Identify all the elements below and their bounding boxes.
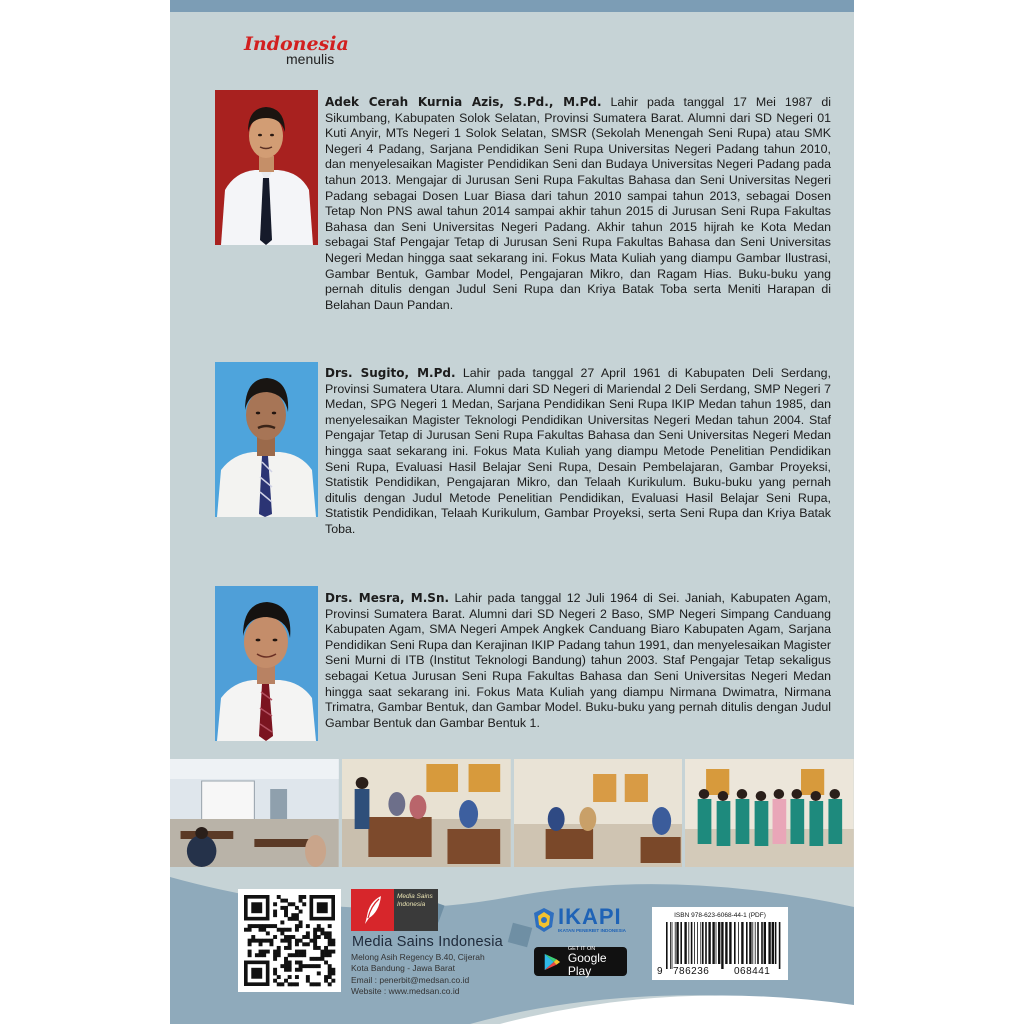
author-photo-3 [215,586,318,741]
publisher-address-1: Melong Asih Regency B.40, Cijerah [351,952,485,962]
isbn-digit-group-1: 786236 [673,966,710,977]
ikapi-emblem-icon [532,907,556,933]
top-bar [170,0,854,12]
publisher-contact [351,952,485,998]
author-photo-1 [215,90,318,245]
author-bio-1 [325,95,831,313]
publisher-website[interactable]: Website : www.medsan.co.id [351,986,460,997]
isbn-barcode [652,907,788,980]
google-play-caption: GET IT ON [567,945,596,952]
classroom-photo-1 [170,759,339,867]
logo-line2: menulis [286,51,335,67]
indonesia-menulis-logo [244,33,349,67]
quill-icon [351,889,394,931]
classroom-photo-2 [342,759,511,867]
classroom-photo-4 [685,759,854,867]
google-play-badge[interactable] [534,947,627,976]
isbn-digit-group-2: 068441 [734,966,771,977]
isbn-caption: ISBN 978-623-6068-44-1 (PDF) [674,912,766,919]
qr-code[interactable] [238,889,341,992]
google-play-icon [542,951,562,973]
author-name-2: Drs. Sugito, M.Pd. [325,366,456,380]
ikapi-wordmark: IKAPI [558,904,622,929]
isbn-digit-prefix: 9 [657,966,663,977]
author-bio-text-3: Lahir pada tanggal 12 Juli 1964 di Sei. Janiah, Kabupaten Agam, Provinsi Sumatera Barat. Alumni dari SD Negeri 2 Baso, SMP Negeri Simpang Canduang Kabupaten Agam, SMA Negeri Ampek Angkek Canduang Biaro Kabupaten Agam, Sarjana Pendidikan Seni Rupa dan Kerajinan IKIP Padang tahun 1991, dan menyelesaikan Magister Seni Murni di ITB (Institut Teknologi Bandung) tahun 2003. Staf Pengajar Tetap sekaligus sebagai Ketua Jurusan Seni Rupa Fakultas Bahasa dan Seni Universitas Negeri Medan hingga saat sekarang ini. Fokus Mata Kuliah yang diampu Nirmana Dwimatra, Nirmana Trimatra, Gambar Bentuk, dan Gambar Model. Buku-buku yang pernah ditulis dengan Judul Gambar Bentuk dan Gambar Bentuk 1. [325,591,831,730]
author-name-1: Adek Cerah Kurnia Azis, S.Pd., M.Pd. [325,95,602,109]
author-bio-3 [325,591,831,731]
author-photo-2 [215,362,318,517]
author-name-3: Drs. Mesra, M.Sn. [325,591,450,605]
ikapi-logo [532,906,626,933]
publisher-logo [351,889,438,931]
publisher-logo-text: Media Sains Indonesia [394,889,438,931]
logo-line1: Indonesia [244,33,349,55]
classroom-photo-strip [170,759,854,867]
author-bio-text-2: Lahir pada tanggal 27 April 1961 di Kabupaten Deli Serdang, Provinsi Sumatera Utara. Alumni dari SD Negeri di Mariendal 2 Deli Serdang, SMP Negeri 7 Medan, SPG Negeri 1 Medan, Sarjana Pendidikan Seni Rupa IKIP Medan tahun 1985, dan menyelesaikan Magister Teknologi Pendidikan Universitas Negeri Medan tahun 2004. Staf Pengajar Tetap di Jurusan Seni Rupa Fakultas Bahasa dan Seni Universitas Negeri Medan hingga saat sekarang ini. Fokus Mata Kuliah yang diampu Metode Penelitian Pendidikan Seni Rupa, Evaluasi Hasil Belajar Seni Rupa, Desain Pembelajaran, Gambar Proyeksi, Statistik Pendidikan, Pengajaran Mikro, dan Telaah Kurikulum. Buku-buku yang pernah ditulis dengan Judul Metode Penelitian Pendidikan, Evaluasi Hasil Belajar Seni Rupa, Statistik Pendidikan, Telaah Kurikulum, Gambar Proyeksi, serta Seni Rupa dan Kriya Batak Toba. [325,366,831,536]
author-bio-text-1: Lahir pada tanggal 17 Mei 1987 di Sikumbang, Kabupaten Solok Selatan, Provinsi Sumatera Barat. Alumni dari SD Negeri 01 Kuti Anyir, MTs Negeri 1 Solok Selatan, SMSR (Sekolah Menengah Seni Rupa) atau SMK Negeri 4 Padang, Sarjana Pendidikan Seni Rupa Universitas Negeri Padang tahun 2010, dan menyelesaikan Magister Pendidikan Seni dan Budaya Universitas Negeri Padang pada tahun 2013. Mengajar di Jurusan Seni Rupa Fakultas Bahasa dan Seni Universitas Negeri Padang sebagai Dosen Luar Biasa dari tahun 2010 sampai tahun 2013, sebagai Dosen Tetap Non PNS awal tahun 2014 sampai akhir tahun 2015 di Jurusan Seni Rupa Fakultas Bahasa dan Seni Universitas Negeri Padang. Akhir tahun 2015 hijrah ke Kota Medan sebagai Staf Pengajar Tetap di Jurusan Seni Rupa Fakultas Bahasa dan Seni Universitas Negeri Medan hingga saat sekarang ini. Fokus Mata Kuliah yang diampu Gambar Ilustrasi, Gambar Bentuk, Gambar Model, Pengajaran Mikro, dan Ragam Hias. Buku-buku yang pernah ditulis dengan Judul Seni Rupa dan Kriya Batak Toba serta Meniti Harapan di Belahan Daun Pandan. [325,95,831,312]
google-play-label: Google Play [567,950,607,978]
publisher-name: Media Sains Indonesia [352,934,503,950]
publisher-address-2: Kota Bandung - Jawa Barat [351,963,455,974]
classroom-photo-3 [514,759,683,867]
author-bio-2 [325,366,831,538]
back-cover [170,0,854,1024]
publisher-email[interactable]: Email : penerbit@medsan.co.id [351,974,470,985]
ikapi-subtitle: IKATAN PENERBIT INDONESIA [558,928,626,933]
